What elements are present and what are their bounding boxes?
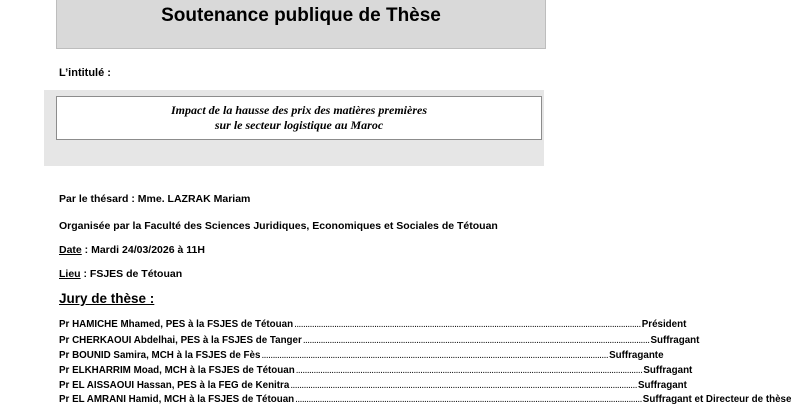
subject-line-1: Impact de la hausse des prix des matières premières xyxy=(171,103,427,117)
dot-leader: ............................................................................................................................................................ xyxy=(261,350,609,361)
jury-member-role: Suffragant et Directeur de thèse xyxy=(642,394,791,405)
subject-line-2: sur le secteur logistique au Maroc xyxy=(214,118,384,132)
dot-leader: ............................................................................................................................................................ xyxy=(302,335,650,346)
jury-member-role: Suffragant xyxy=(650,335,700,346)
jury-member-row xyxy=(59,333,700,346)
jury-member-row xyxy=(59,378,687,391)
dot-leader: ............................................................................................................................................................ xyxy=(290,380,637,391)
jury-member-row xyxy=(59,317,687,330)
jury-member-name: Pr HAMICHE Mhamed, PES à la FSJES de Tétouan xyxy=(59,319,294,330)
subject-frame xyxy=(44,90,544,166)
candidate-line: Par le thésard : Mme. LAZRAK Mariam xyxy=(59,193,251,205)
jury-member-role: Suffragant xyxy=(637,380,687,391)
jury-member-role: Suffragante xyxy=(609,350,664,361)
jury-member-row xyxy=(59,363,693,376)
dot-leader: ............................................................................................................................................................ xyxy=(295,365,643,376)
subject-label: L’intitulé : xyxy=(59,67,111,79)
jury-member-role: Président xyxy=(641,319,687,330)
dot-leader: ............................................................................................................................................................ xyxy=(295,394,642,405)
dot-leader: ............................................................................................................................................................ xyxy=(294,319,641,330)
place-label: Lieu xyxy=(59,268,81,280)
jury-member-row xyxy=(59,348,664,361)
date-label: Date xyxy=(59,244,82,256)
title-banner xyxy=(56,0,546,49)
organizer-line: Organisée par la Faculté des Sciences Juridiques, Economiques et Sociales de Tétouan xyxy=(59,220,498,232)
jury-member-name: Pr EL AISSAOUI Hassan, PES à la FEG de Kenitra xyxy=(59,380,290,391)
date-line xyxy=(59,244,205,256)
subject-box xyxy=(56,96,542,140)
document-title: Soutenance publique de Thèse xyxy=(161,5,441,26)
jury-member-name: Pr CHERKAOUI Abdelhai, PES à la FSJES de Tanger xyxy=(59,335,302,346)
place-line xyxy=(59,268,182,280)
place-value: : FSJES de Tétouan xyxy=(80,268,183,280)
jury-member-name: Pr EL AMRANI Hamid, MCH à la FSJES de Tétouan xyxy=(59,394,295,405)
jury-title: Jury de thèse : xyxy=(59,291,155,306)
jury-member-name: Pr ELKHARRIM Moad, MCH à la FSJES de Tétouan xyxy=(59,365,295,376)
jury-member-name: Pr BOUNID Samira, MCH à la FSJES de Fès xyxy=(59,350,261,361)
jury-member-row xyxy=(59,392,791,405)
date-value: : Mardi 24/03/2026 à 11H xyxy=(81,244,205,256)
jury-member-role: Suffragant xyxy=(643,365,693,376)
